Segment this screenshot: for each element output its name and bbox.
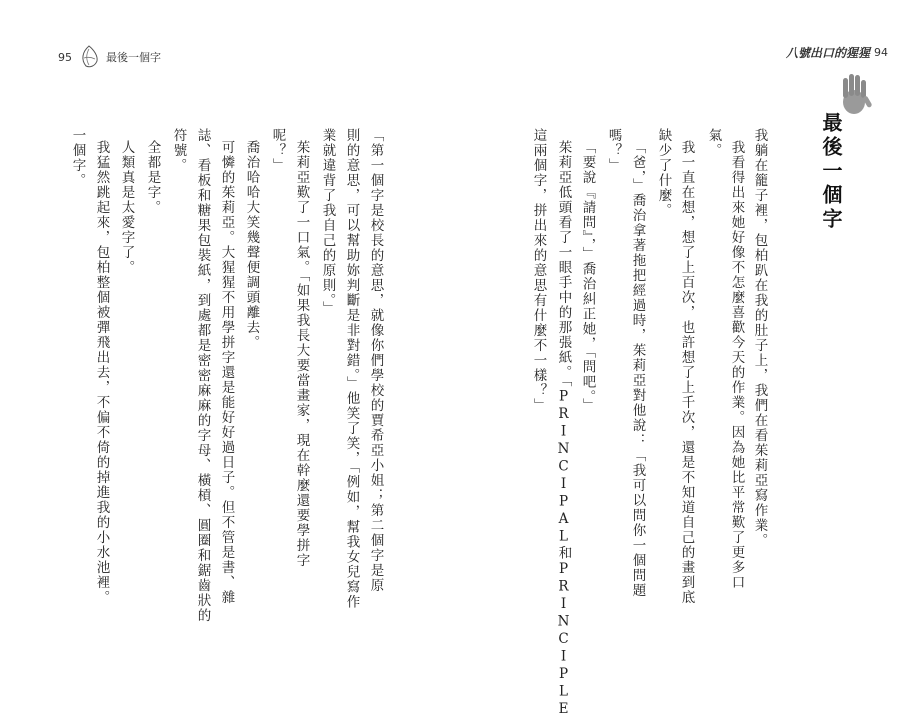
right-col-1: 我躺在籠子裡，包柏趴在我的肚子上，我們在看茱莉亞寫作業。 [751, 128, 768, 548]
right-col-7: 嗎？」 [605, 128, 622, 173]
left-col-9: 符號。 [170, 128, 187, 173]
left-col-4: 茱莉亞歎了一口氣。「如果我長大要當畫家，現在幹麼還要學拼字 [293, 140, 310, 569]
left-col-7: 可憐的茱莉亞。大猩猩不用學拼字還是能好好過日子。但不管是書、雜 [218, 140, 235, 605]
left-col-12: 我猛然跳起來，包柏整個被彈飛出去，不偏不倚的掉進我的小水池裡。 [93, 140, 110, 605]
right-col-4: 我一直在想，想了上百次，也許想了上千次，還是不知道自己的畫到底 [678, 140, 695, 605]
left-col-6: 喬治哈哈大笑幾聲便調頭離去。 [243, 140, 260, 350]
left-page-header [58, 44, 161, 70]
left-col-13: 一個字。 [69, 128, 86, 188]
left-col-10: 全都是字。 [144, 140, 161, 215]
right-col-9: 茱莉亞低頭看了一眼手中的那張紙。「PRINCIPAL和PRINCIPLE [555, 140, 572, 718]
right-page-number: 94 [874, 46, 888, 59]
book-title: 八號出口的猩猩 [785, 46, 870, 60]
right-col-8: 「要說『請問』，」喬治糾正她，「問吧。」 [579, 140, 596, 413]
left-col-3: 業就違背了我自己的原則。」 [319, 128, 336, 317]
right-col-2: 我看得出來她好像不怎麼喜歡今天的作業。因為她比平常歎了更多口 [728, 140, 745, 590]
right-col-3: 氣。 [705, 128, 722, 158]
right-col-10: 這兩個字，拼出來的意思有什麼不一樣？」 [530, 128, 547, 413]
right-col-5: 缺少了什麼。 [655, 128, 672, 218]
scribble-leaf-icon [78, 44, 100, 70]
left-col-5: 呢？」 [269, 128, 286, 173]
left-col-11: 人類真是太愛字了。 [118, 140, 135, 275]
left-running-title: 最後一個字 [106, 51, 161, 64]
left-col-8: 誌、看板和糖果包裝紙，到處都是密密麻麻的字母、橫槓、圓圈和鋸齒狀的 [194, 128, 211, 623]
right-col-6: 「爸，」喬治拿著拖把經過時，茱莉亞對他說：「我可以問你一個問題 [629, 140, 646, 599]
left-col-2: 則的意思，可以幫助妳判斷是非對錯。」他笑了笑，「例如，幫我女兒寫作 [343, 128, 360, 610]
chapter-title: 最後一個字 [819, 112, 843, 232]
left-page-number: 95 [58, 50, 72, 64]
right-page-header [786, 44, 888, 61]
left-col-1: 「第一個字是校長的意思，就像你們學校的賈希亞小姐；第二個字是原 [367, 128, 384, 593]
page-gutter [456, 40, 457, 600]
